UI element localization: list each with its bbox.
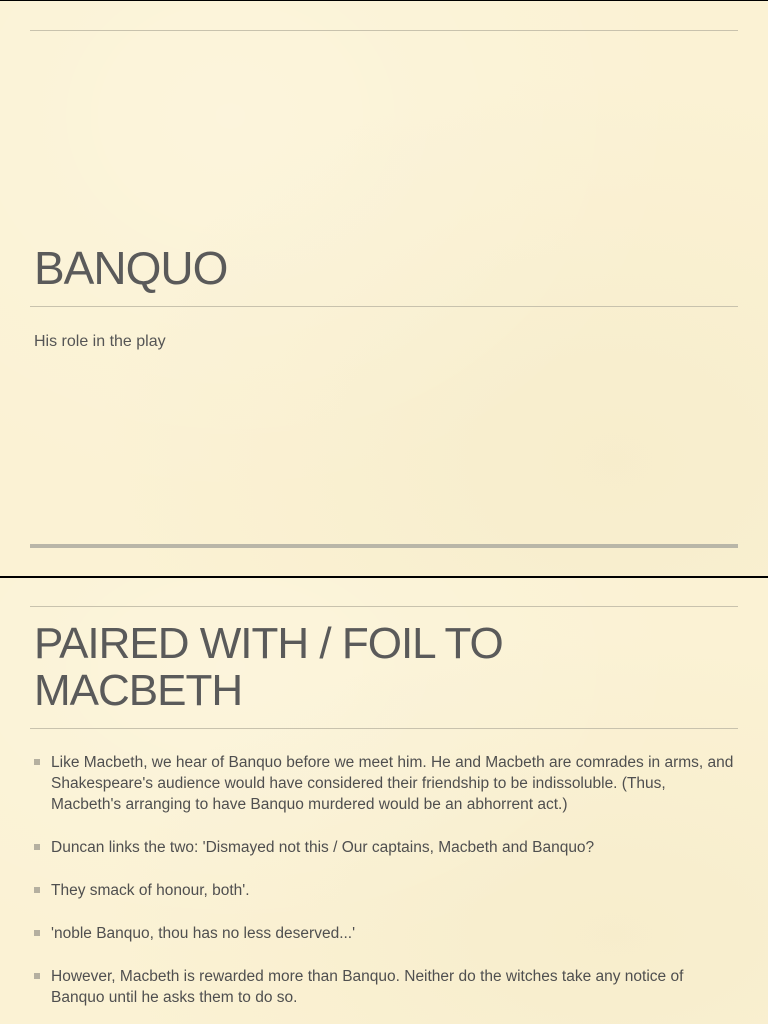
- slide-title: [34, 620, 734, 714]
- list-item: [34, 837, 734, 858]
- square-bullet-icon: [34, 844, 40, 850]
- slide-title: BANQUO: [34, 242, 228, 294]
- title-slide: [0, 1, 768, 576]
- square-bullet-icon: [34, 930, 40, 936]
- bullet-text: However, Macbeth is rewarded more than Banquo. Neither do the witches take any notice of Banquo until he asks them to do so.: [51, 968, 684, 1006]
- bottom-divider: [30, 544, 738, 548]
- square-bullet-icon: [34, 759, 40, 765]
- bullet-text: 'noble Banquo, thou has no less deserved...': [51, 925, 356, 942]
- list-item: [34, 923, 734, 944]
- slide-title-line-1: PAIRED WITH / FOIL TO: [34, 619, 503, 668]
- title-divider: [30, 728, 738, 729]
- bullet-text: Duncan links the two: 'Dismayed not this / Our captains, Macbeth and Banquo?: [51, 839, 595, 856]
- bullet-text: Like Macbeth, we hear of Banquo before we meet him. He and Macbeth are comrades in arms, and Shakespeare's audience would have considered their friendship to be indissoluble. (Thus, Macbeth's arranging to have Banquo murdered would be an abhorrent act.): [51, 754, 734, 813]
- slide-subtitle: His role in the play: [34, 333, 166, 350]
- square-bullet-icon: [34, 973, 40, 979]
- bullet-text: They smack of honour, both'.: [51, 882, 250, 899]
- slide-title-line-2: MACBETH: [34, 666, 243, 715]
- list-item: [34, 966, 734, 1008]
- square-bullet-icon: [34, 887, 40, 893]
- list-item: [34, 752, 734, 815]
- content-slide: [0, 578, 768, 1024]
- top-divider: [30, 606, 738, 607]
- list-item: [34, 880, 734, 901]
- bullet-list: [34, 752, 734, 1024]
- top-divider: [30, 30, 738, 31]
- title-divider: [30, 306, 738, 307]
